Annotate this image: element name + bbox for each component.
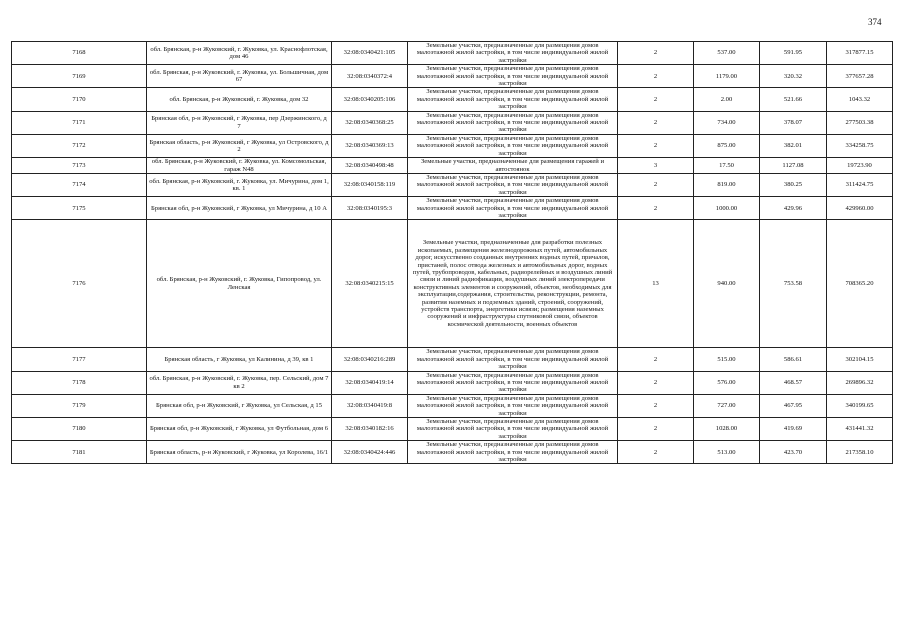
row-land-use: Земельные участки, предназначенные для размещения домов малоэтажной жилой застройки, в том числе индивидуальной жилой застройки [408,134,618,157]
row-area: 940.00 [694,220,760,348]
row-group: 2 [618,42,694,65]
row-value: 317877.15 [827,42,893,65]
table-row [12,394,893,417]
table-row [12,158,893,174]
row-value: 708365.20 [827,220,893,348]
row-rate: 382.01 [760,134,827,157]
table-row [12,111,893,134]
row-group: 3 [618,158,694,174]
row-cadastral-number: 32:08:0340498:48 [332,158,408,174]
row-rate: 419.69 [760,418,827,441]
table-row [12,371,893,394]
row-land-use: Земельные участки, предназначенные для размещения домов малоэтажной жилой застройки, в том числе индивидуальной жилой застройки [408,173,618,196]
row-address: обл. Брянская, р-н Жуковский, г. Жуковка, ул. Большичная, дом 67 [147,65,332,88]
row-address: обл. Брянская, р-н Жуковский, г. Жуковка, пер. Сельский, дом 7 кв 2 [147,371,332,394]
row-land-use: Земельные участки, предназначенные для размещения домов малоэтажной жилой застройки, в том числе индивидуальной жилой застройки [408,348,618,371]
row-value: 377657.28 [827,65,893,88]
row-address: обл. Брянская, р-н Жуковский, г. Жуковка, ул. Мичурина, дом 1, кв. 1 [147,173,332,196]
row-value: 1043.32 [827,88,893,111]
row-land-use: Земельные участки, предназначенные для размещения домов малоэтажной жилой застройки, в том числе индивидуальной жилой застройки [408,111,618,134]
row-number: 7180 [12,418,147,441]
row-area: 17.50 [694,158,760,174]
table-row [12,173,893,196]
table-row [12,42,893,65]
row-address: Брянская область, р-н Жуковский, г Жуковка, ул Королева, 16/1 [147,441,332,464]
row-rate: 423.70 [760,441,827,464]
row-rate: 378.07 [760,111,827,134]
row-number: 7175 [12,197,147,220]
row-land-use: Земельные участки, предназначенные для размещения домов малоэтажной жилой застройки, в том числе индивидуальной жилой застройки [408,197,618,220]
page-number: 374 [868,17,882,27]
row-land-use: Земельные участки, предназначенные для размещения домов малоэтажной жилой застройки, в том числе индивидуальной жилой застройки [408,371,618,394]
table-row [12,134,893,157]
row-number: 7168 [12,42,147,65]
row-cadastral-number: 32:08:0340215:15 [332,220,408,348]
row-number: 7178 [12,371,147,394]
row-number: 7174 [12,173,147,196]
row-group: 13 [618,220,694,348]
row-number: 7179 [12,394,147,417]
row-group: 2 [618,418,694,441]
row-rate: 521.66 [760,88,827,111]
row-area: 513.00 [694,441,760,464]
row-area: 819.00 [694,173,760,196]
row-cadastral-number: 32:08:0340195:3 [332,197,408,220]
row-area: 1028.00 [694,418,760,441]
row-cadastral-number: 32:08:0340205:106 [332,88,408,111]
row-rate: 753.58 [760,220,827,348]
table-row [12,220,893,348]
row-cadastral-number: 32:08:0340182:16 [332,418,408,441]
row-cadastral-number: 32:08:0340158:119 [332,173,408,196]
row-rate: 591.95 [760,42,827,65]
row-value: 334258.75 [827,134,893,157]
row-group: 2 [618,348,694,371]
row-number: 7176 [12,220,147,348]
row-group: 2 [618,173,694,196]
row-address: Брянская обл, р-н Жуковский, г Жуковка, ул Мичурина, д 10 А [147,197,332,220]
cadastral-value-table [11,41,893,464]
row-group: 2 [618,371,694,394]
row-address: Брянская область, г Жуковка, ул Калинина, д 39, кв 1 [147,348,332,371]
row-address: обл. Брянская, р-н Жуковский, г. Жуковка, Гипопровод, ул. Ленская [147,220,332,348]
row-group: 2 [618,197,694,220]
row-group: 2 [618,441,694,464]
row-rate: 467.95 [760,394,827,417]
row-number: 7170 [12,88,147,111]
row-address: Брянская обл, р-н Жуковский, г Жуковка, ул Сельская, д 15 [147,394,332,417]
row-area: 1179.00 [694,65,760,88]
row-value: 431441.32 [827,418,893,441]
row-land-use: Земельные участки, предназначенные для размещения домов малоэтажной жилой застройки, в том числе индивидуальной жилой застройки [408,441,618,464]
row-value: 269896.32 [827,371,893,394]
row-area: 875.00 [694,134,760,157]
table-row [12,65,893,88]
row-cadastral-number: 32:08:0340369:13 [332,134,408,157]
row-land-use: Земельные участки, предназначенные для размещения гаражей и автостоянок [408,158,618,174]
row-group: 2 [618,394,694,417]
row-area: 515.00 [694,348,760,371]
row-cadastral-number: 32:08:0340372:4 [332,65,408,88]
row-rate: 468.57 [760,371,827,394]
row-land-use: Земельные участки, предназначенные для размещения домов малоэтажной жилой застройки, в том числе индивидуальной жилой застройки [408,88,618,111]
row-rate: 380.25 [760,173,827,196]
row-value: 429960.00 [827,197,893,220]
row-group: 2 [618,88,694,111]
row-number: 7169 [12,65,147,88]
row-rate: 429.96 [760,197,827,220]
row-rate: 1127.08 [760,158,827,174]
row-number: 7172 [12,134,147,157]
row-value: 340199.65 [827,394,893,417]
row-value: 277503.38 [827,111,893,134]
row-address: обл. Брянская, р-н Жуковский, г. Жуковка, ул. Краснофлотская, дом 46 [147,42,332,65]
row-address: обл. Брянская, р-н Жуковский, г. Жуковка, ул. Комсомольская, гараж N48 [147,158,332,174]
table-body [12,42,893,464]
row-group: 2 [618,65,694,88]
row-rate: 586.61 [760,348,827,371]
row-land-use: Земельные участки, предназначенные для размещения домов малоэтажной жилой застройки, в том числе индивидуальной жилой застройки [408,65,618,88]
table-row [12,88,893,111]
row-group: 2 [618,134,694,157]
row-address: Брянская область, р-н Жуковский, г Жуковка, ул Островского, д 2 [147,134,332,157]
row-land-use: Земельные участки, предназначенные для размещения домов малоэтажной жилой застройки, в том числе индивидуальной жилой застройки [408,394,618,417]
row-address: обл. Брянская, р-н Жуковский, г. Жуковка, дом 32 [147,88,332,111]
row-cadastral-number: 32:08:0340424:446 [332,441,408,464]
row-rate: 320.32 [760,65,827,88]
row-land-use: Земельные участки, предназначенные для разработки полезных ископаемых, размещения железнодорожных путей, автомобильных дорог, искусственно созданных внутренних водных путей, причалов, пристаней, полос отвода железных и автомобильных дорог, водных путей, трубопроводов, кабельных, радиорелейных и воздушных линий связи и линий радиофикации, воздушных линий электропередачи конструктивных элементов и сооружений, объектов, необходимых для эксплуатации,содержания, строительства, реконструкции, ремонта, развития наземных и подземных зданий, строений, сооружений, устройств транспорта, энергетики исвязи; размещения наземных сооружений и инфраструктуры спутниковой связи, объектов космической деятельности, военных объектов [408,220,618,348]
row-number: 7177 [12,348,147,371]
row-number: 7181 [12,441,147,464]
row-cadastral-number: 32:08:0340419:8 [332,394,408,417]
row-number: 7171 [12,111,147,134]
row-land-use: Земельные участки, предназначенные для размещения домов малоэтажной жилой застройки, в том числе индивидуальной жилой застройки [408,42,618,65]
row-cadastral-number: 32:08:0340421:105 [332,42,408,65]
row-area: 537.00 [694,42,760,65]
row-area: 2.00 [694,88,760,111]
row-cadastral-number: 32:08:0340419:14 [332,371,408,394]
row-value: 302104.15 [827,348,893,371]
row-area: 576.00 [694,371,760,394]
row-cadastral-number: 32:08:0340216:289 [332,348,408,371]
table-row [12,197,893,220]
row-area: 734.00 [694,111,760,134]
table-row [12,441,893,464]
table-row [12,348,893,371]
row-number: 7173 [12,158,147,174]
row-address: Брянская обл, р-н Жуковский, г Жуковка, ул Футбольная, дом 6 [147,418,332,441]
row-group: 2 [618,111,694,134]
table-row [12,418,893,441]
row-area: 1000.00 [694,197,760,220]
row-area: 727.00 [694,394,760,417]
row-value: 311424.75 [827,173,893,196]
row-address: Брянская обл, р-н Жуковский, г Жуковка, пер Дзержинского, д 7 [147,111,332,134]
row-land-use: Земельные участки, предназначенные для размещения домов малоэтажной жилой застройки, в том числе индивидуальной жилой застройки [408,418,618,441]
row-value: 19723.90 [827,158,893,174]
row-cadastral-number: 32:08:0340368:25 [332,111,408,134]
row-value: 217358.10 [827,441,893,464]
